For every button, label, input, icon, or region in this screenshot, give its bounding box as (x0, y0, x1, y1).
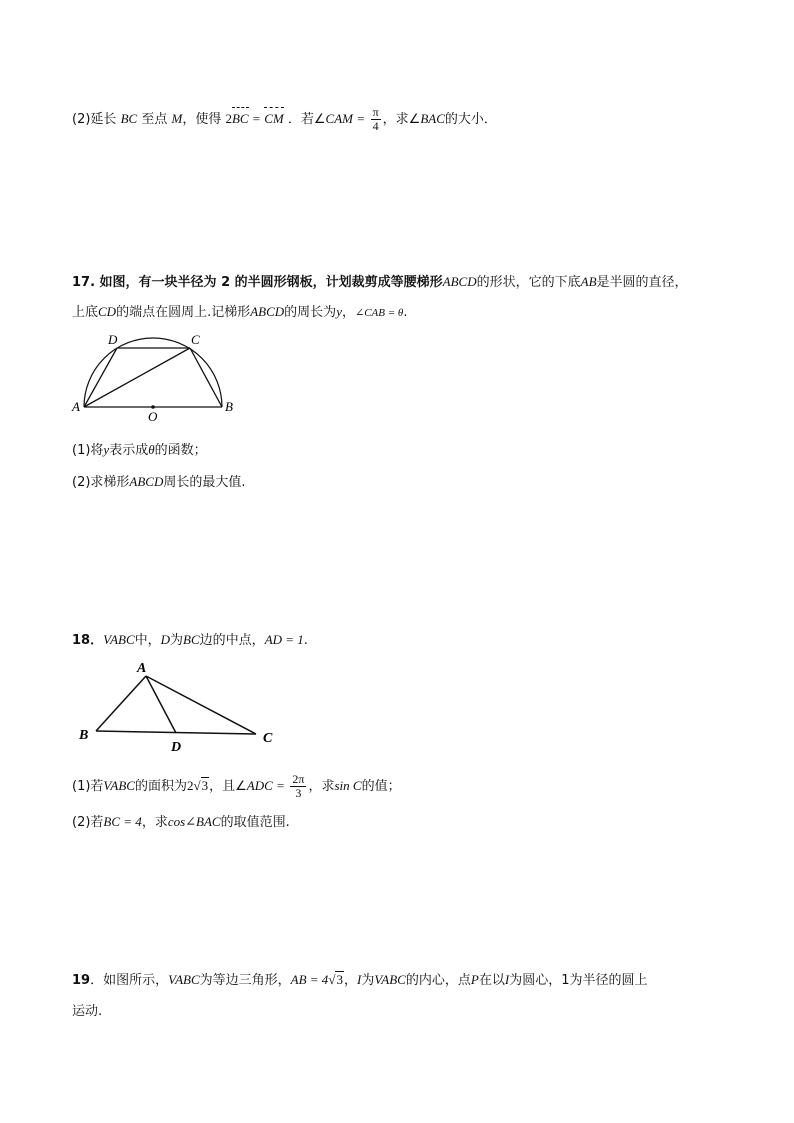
text: ， (343, 973, 357, 988)
label-o: O (148, 409, 158, 424)
q18-figure (70, 655, 290, 755)
text: 为圆心，1为半径的圆上 (509, 973, 648, 988)
fraction-2pi-3 (290, 773, 306, 800)
math: AB (580, 274, 597, 289)
text: ，且∠ (209, 779, 247, 794)
math: I (356, 972, 362, 987)
math: ABCD (129, 474, 164, 489)
math: y (336, 304, 342, 319)
q18-line1 (72, 630, 308, 651)
q18-part1: (1)若VABC的面积为2√3，且∠ADC = $\frac{2\pi}{3}$ ，求sin C的值； (72, 772, 401, 800)
math: = (252, 111, 261, 126)
sqrt-3: 3 (201, 778, 209, 793)
label-c: C (263, 731, 273, 746)
text: 的形状，它的下底 (476, 275, 581, 290)
math: VABC (103, 632, 135, 647)
math: BAC (420, 111, 445, 126)
math: ∠CAB = θ (354, 307, 404, 319)
frac-den: 3 (295, 786, 302, 800)
text: 周长的最大值. (163, 475, 246, 490)
label-a: A (137, 661, 147, 676)
text: 中， (134, 633, 161, 648)
math: D (160, 632, 171, 647)
math: BC (183, 632, 200, 647)
vector-cm: CM (264, 109, 284, 129)
label-d: D (108, 332, 118, 347)
q16-part2 (72, 106, 497, 133)
math: y (103, 442, 110, 457)
text: 运动. (72, 1004, 103, 1019)
math: CD (98, 304, 117, 319)
text: ， (341, 305, 355, 320)
math: M (171, 111, 183, 126)
text: 为 (170, 633, 184, 648)
label-b: B (79, 728, 89, 743)
math: θ (148, 442, 155, 457)
question-17-text: 17. 如图，有一块半径为 2 的半圆形钢板，计划裁剪成等腰梯形 (72, 275, 443, 290)
text: 为等边三角形， (199, 973, 291, 988)
math: AB = 4 (290, 972, 329, 987)
frac-num: 2π (292, 772, 305, 786)
text: 表示成 (109, 443, 149, 458)
sqrt-3: 3 (336, 972, 343, 987)
frac-den: 4 (372, 119, 379, 133)
math: AD = 1 (264, 632, 304, 647)
text: 的面积为 (134, 779, 187, 794)
label-c: C (191, 332, 200, 347)
text: 在以 (478, 973, 505, 988)
q19-line1: 19．如图所示，VABC为等边三角形，AB = 4√3，I为VABC的内心，点P在以I为圆心，1为半径的圆上 (72, 972, 648, 988)
q17-figure (60, 325, 260, 425)
math: CAM (325, 111, 353, 126)
math: P (470, 972, 479, 987)
math: VABC (374, 972, 406, 987)
q17-line1 (72, 272, 688, 293)
text: ，使得 (182, 112, 222, 127)
math: I (504, 972, 510, 987)
math: 2 (186, 778, 194, 793)
math: 2 (225, 111, 232, 126)
text: ，求∠ (382, 112, 421, 127)
math: BC (120, 111, 138, 126)
q17-line2 (72, 302, 407, 323)
text: 边的中点， (199, 633, 265, 648)
math: BC = 4 (103, 814, 142, 829)
text: 的大小． (444, 112, 497, 127)
fraction-pi-4 (371, 106, 381, 133)
math: cos∠BAC (167, 814, 221, 829)
question-number: 18． (72, 633, 104, 648)
text: ，求 (308, 779, 335, 794)
label-a: A (72, 399, 80, 414)
text: . (403, 305, 408, 320)
text: 的周长为 (284, 305, 337, 320)
text: (2)若 (72, 815, 104, 830)
text: 的值； (361, 779, 401, 794)
vector-bc: BC (232, 109, 249, 129)
segment-ac (146, 676, 256, 734)
label-d: D (171, 740, 182, 755)
text: 上底 (72, 305, 99, 320)
frac-num: π (372, 105, 379, 119)
text: 至点 (141, 112, 168, 127)
label-b: B (225, 399, 233, 414)
text: ．若∠ (287, 112, 326, 127)
text: . (303, 633, 308, 648)
q19-line2 (72, 1002, 102, 1022)
text: 是半圆的直径， (596, 275, 688, 290)
math: ABCD (442, 274, 477, 289)
math: sin C (334, 778, 362, 793)
math: VABC (103, 778, 135, 793)
text: 的函数； (154, 443, 207, 458)
question-number: 19 (72, 973, 91, 988)
text: (2)求梯形 (72, 475, 130, 490)
text: ，求 (141, 815, 168, 830)
segment-cb (190, 348, 222, 407)
q17-part2 (72, 472, 246, 493)
text: (1)若 (72, 779, 104, 794)
segment-ba (96, 676, 146, 731)
text: 为 (361, 973, 375, 988)
math: ABCD (250, 304, 285, 319)
math: ADC (246, 778, 273, 793)
math: VABC (168, 972, 200, 987)
text: 的端点在圆周上.记梯形 (116, 305, 251, 320)
text: (1)将 (72, 443, 104, 458)
math: = (276, 778, 285, 793)
text: ．如图所示， (90, 973, 169, 988)
q17-part1 (72, 440, 207, 461)
text: 的取值范围. (220, 815, 290, 830)
q18-part2 (72, 812, 290, 833)
text: (2)延长 (72, 112, 117, 127)
math: = (357, 111, 365, 126)
text: 的内心，点 (405, 973, 471, 988)
